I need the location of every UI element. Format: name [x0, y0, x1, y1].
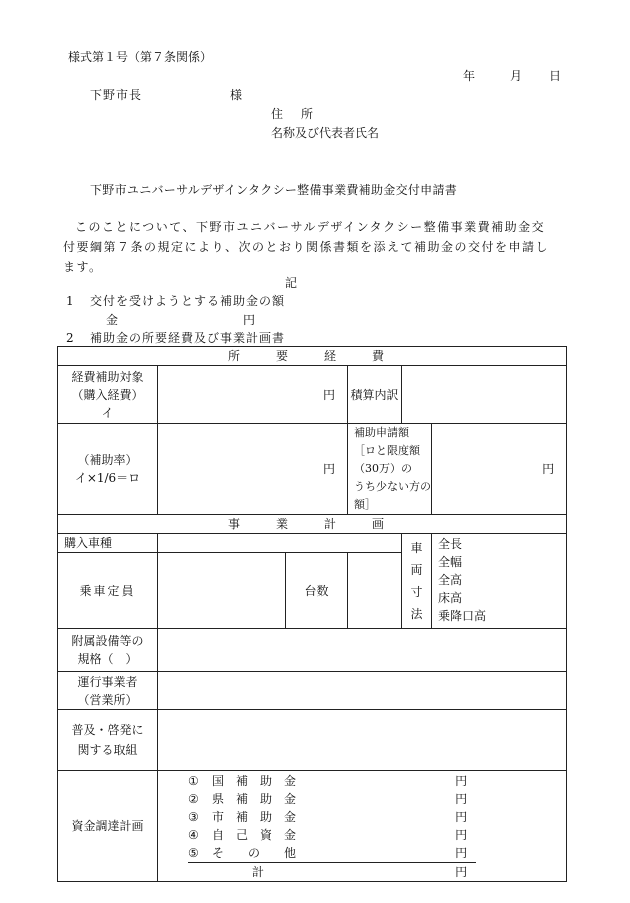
equipment-value[interactable]	[158, 629, 567, 672]
funding-no: ⑤	[188, 844, 212, 863]
section-plan-header: 事 業 計 画	[58, 515, 567, 534]
operator-label: 運行事業者 （営業所）	[58, 672, 158, 710]
cost-plan-table	[57, 346, 567, 882]
request-value[interactable]: 円	[432, 424, 567, 515]
funding-total-yen: 円	[455, 864, 468, 879]
intro-line-2: 付要綱第７条の規定により、次のとおり関係書類を添えて補助金の交付を申請し	[63, 240, 550, 254]
item1-number: 1	[66, 294, 74, 308]
funding-row[interactable]	[188, 826, 476, 844]
item2-label: 補助金の所要経費及び事業計画書	[90, 331, 286, 345]
funding-yen: 円	[455, 791, 468, 806]
funding-row[interactable]	[188, 772, 476, 790]
cost-target-label: 経費補助対象 （購入経費） イ	[58, 366, 158, 424]
operator-value[interactable]	[158, 672, 567, 710]
vehicle-type-label: 購入車種	[58, 534, 158, 553]
funding-total-label: 計	[252, 864, 265, 879]
funding-item: 自 己 資 金	[212, 827, 297, 842]
funding-yen: 円	[446, 844, 476, 863]
item1-yen: 円	[243, 313, 256, 327]
intro-paragraph	[63, 217, 563, 277]
cost-target-value[interactable]: 円	[158, 366, 348, 424]
date-month: 月	[510, 69, 523, 83]
rate-label: （補助率） イ×1/6＝ロ	[58, 424, 158, 515]
capacity-label: 乗車定員	[58, 553, 158, 629]
vehicle-type-value[interactable]	[158, 534, 402, 553]
item1-label: 交付を受けようとする補助金の額	[90, 294, 286, 308]
rate-value[interactable]: 円	[158, 424, 348, 515]
funding-no: ④	[188, 827, 199, 842]
equipment-label: 附属設備等の 規格（ ）	[58, 629, 158, 672]
funding-item: 国 補 助 金	[212, 773, 297, 788]
capacity-value[interactable]	[158, 553, 286, 629]
units-value[interactable]	[348, 553, 402, 629]
funding-plan	[158, 771, 567, 882]
funding-list	[188, 772, 476, 881]
promotion-label: 普及・啓発に 関する取組	[58, 710, 158, 771]
funding-row[interactable]	[188, 808, 476, 826]
request-label: 補助申請額 ［ロと限度額（30万）の うち少ない方の額］	[348, 424, 432, 515]
funding-yen: 円	[455, 773, 468, 788]
funding-yen: 円	[455, 809, 468, 824]
breakdown-label: 積算内訳	[348, 366, 402, 424]
dimensions-label: 車 両 寸 法	[402, 534, 432, 629]
funding-yen: 円	[455, 827, 468, 842]
promotion-value[interactable]	[158, 710, 567, 771]
ki-heading: 記	[285, 276, 298, 290]
addressee-name: 下野市長	[90, 88, 143, 102]
funding-item: 市 補 助 金	[212, 809, 297, 824]
intro-line-3: ます。	[63, 260, 103, 274]
applicant-address-label: 住 所	[271, 107, 317, 121]
units-label: 台数	[286, 553, 348, 629]
funding-item: 県 補 助 金	[212, 791, 297, 806]
funding-item: そ の 他	[212, 844, 446, 863]
funding-no: ③	[188, 809, 199, 824]
applicant-name-label: 名称及び代表者氏名	[271, 126, 380, 140]
funding-row[interactable]	[188, 790, 476, 808]
funding-label: 資金調達計画	[58, 771, 158, 882]
date-year: 年	[463, 69, 476, 83]
funding-total-row	[188, 862, 476, 881]
breakdown-value[interactable]	[402, 366, 567, 424]
document-title: 下野市ユニバーサルデザインタクシー整備事業費補助金交付申請書	[90, 183, 458, 197]
intro-line-1: このことについて、下野市ユニバーサルデザインタクシー整備事業費補助金交	[75, 220, 546, 234]
item1-kin: 金	[106, 313, 119, 327]
form-number: 様式第１号（第７条関係）	[68, 50, 213, 64]
dimensions-list: 全長 全幅 全高 床高 乗降口高	[432, 534, 567, 629]
addressee-honorific: 様	[230, 88, 243, 102]
funding-no: ①	[188, 773, 199, 788]
item2-number: 2	[66, 331, 74, 345]
funding-no: ②	[188, 791, 199, 806]
funding-row[interactable]	[188, 844, 476, 863]
date-day: 日	[549, 69, 562, 83]
section-costs-header: 所 要 経 費	[58, 347, 567, 366]
